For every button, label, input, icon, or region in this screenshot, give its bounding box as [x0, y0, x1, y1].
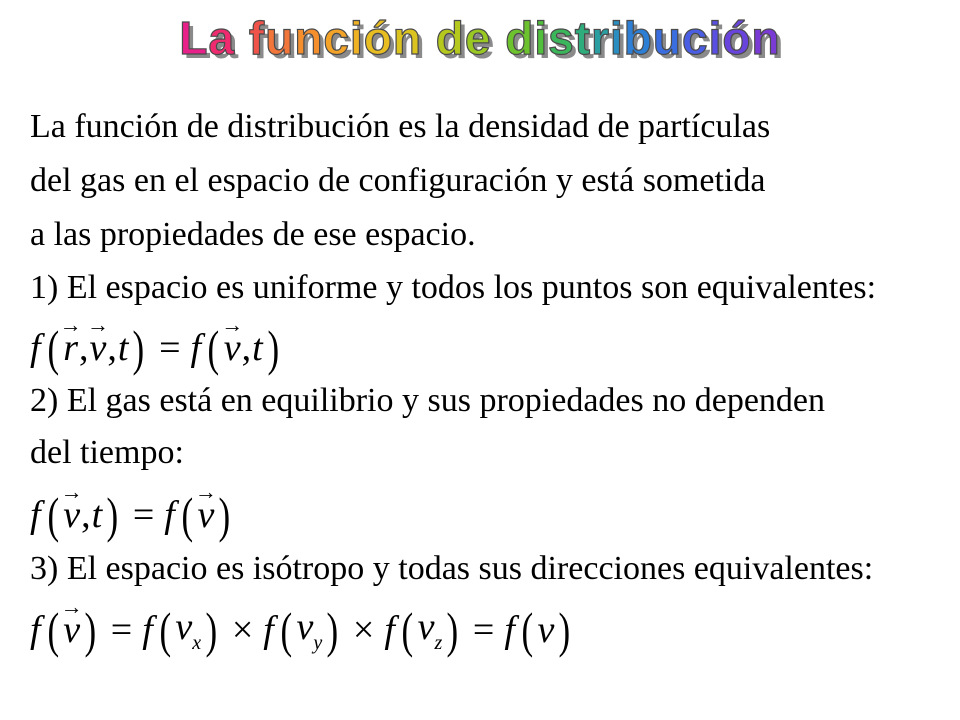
eq3-f-z: f [384, 609, 395, 651]
eq3-f-y: f [263, 609, 274, 651]
title-letter [235, 12, 249, 64]
title-letter: i [534, 12, 549, 64]
eq2-f-rhs: f [164, 494, 175, 536]
eq2-v-vector-rhs: → v [197, 493, 214, 537]
title-letter: b [623, 12, 653, 64]
eq3-equals-2: = [472, 609, 495, 651]
title-letter: ó [722, 12, 752, 64]
eq3-vz: $v_z$ [417, 606, 443, 654]
eq3-f-scalar: f [504, 609, 515, 651]
title-letter: r [591, 12, 610, 64]
title-letter: n [751, 12, 781, 64]
intro-line-1: La función de distribución es la densidad de partículas [30, 108, 771, 145]
eq3-vx: $v_x$ [175, 606, 202, 654]
title-letter: c [682, 12, 709, 64]
equation-2: f ( → v , t ) = f ( → v ) [30, 485, 235, 545]
title-letter: s [548, 12, 575, 64]
title-letter: e [464, 12, 492, 64]
eq1-f-rhs: f [190, 327, 202, 369]
property-2b: del tiempo: [30, 434, 184, 471]
eq1-v-vector-rhs: → v [224, 326, 241, 370]
eq2-equals: = [132, 494, 155, 536]
eq1-v-vector: → v [90, 326, 107, 370]
eq1-equals: = [159, 327, 181, 369]
eq3-equals-1: = [110, 609, 133, 651]
title-letter: u [652, 12, 682, 64]
eq3-f: f [30, 609, 41, 651]
intro-line-2: del gas en el espacio de configuración y está sometida [30, 162, 766, 199]
title-letter: c [323, 12, 351, 64]
title-letter: n [392, 12, 423, 64]
eq1-r-vector: → r [63, 326, 78, 370]
eq1-t: t [117, 327, 129, 369]
property-1: 1) El espacio es uniforme y todos los puntos son equivalentes: [30, 269, 877, 306]
eq3-v-scalar: v [537, 609, 555, 651]
eq3-vy: $v_y$ [296, 606, 323, 654]
slide-title [0, 8, 960, 68]
intro-line-3: a las propiedades de ese espacio. [30, 216, 476, 253]
title-letter: i [610, 12, 624, 64]
eq3-times-1: × [231, 609, 254, 651]
title-letter: n [294, 12, 324, 64]
eq3-times-2: × [352, 609, 375, 651]
eq1-t-rhs: t [252, 327, 263, 369]
title-letter: ó [363, 12, 393, 64]
property-3: 3) El espacio es isótropo y todas sus direcciones equivalentes: [30, 550, 874, 587]
title-letter: d [505, 12, 535, 64]
eq1-f: f [30, 327, 41, 369]
title-letter: L [179, 12, 209, 64]
equation-3: f ( → v ) = f ( $v_x$ ) × f ( $v_y$ ) × f ( $v_z$ ) = f ( v ) [30, 600, 575, 660]
title-letter: t [574, 12, 592, 64]
title-letter: f [248, 12, 266, 64]
title-letter: d [435, 12, 465, 64]
eq2-t: t [91, 494, 103, 536]
property-2a: 2) El gas está en equilibrio y sus propiedades no dependen [30, 382, 826, 419]
title-letter: a [208, 12, 236, 64]
eq3-v-vector: → v [63, 608, 80, 652]
equation-1: f ( → r , → v , t ) = f ( → v , t ) [30, 318, 283, 378]
title-letter: i [350, 12, 364, 64]
title-letter [422, 12, 436, 64]
title-letter: u [265, 12, 295, 64]
title-letter [492, 12, 506, 64]
title-letter: i [708, 12, 723, 64]
eq2-f: f [30, 494, 41, 536]
eq3-f-x: f [142, 609, 153, 651]
eq2-v-vector: → v [63, 493, 80, 537]
